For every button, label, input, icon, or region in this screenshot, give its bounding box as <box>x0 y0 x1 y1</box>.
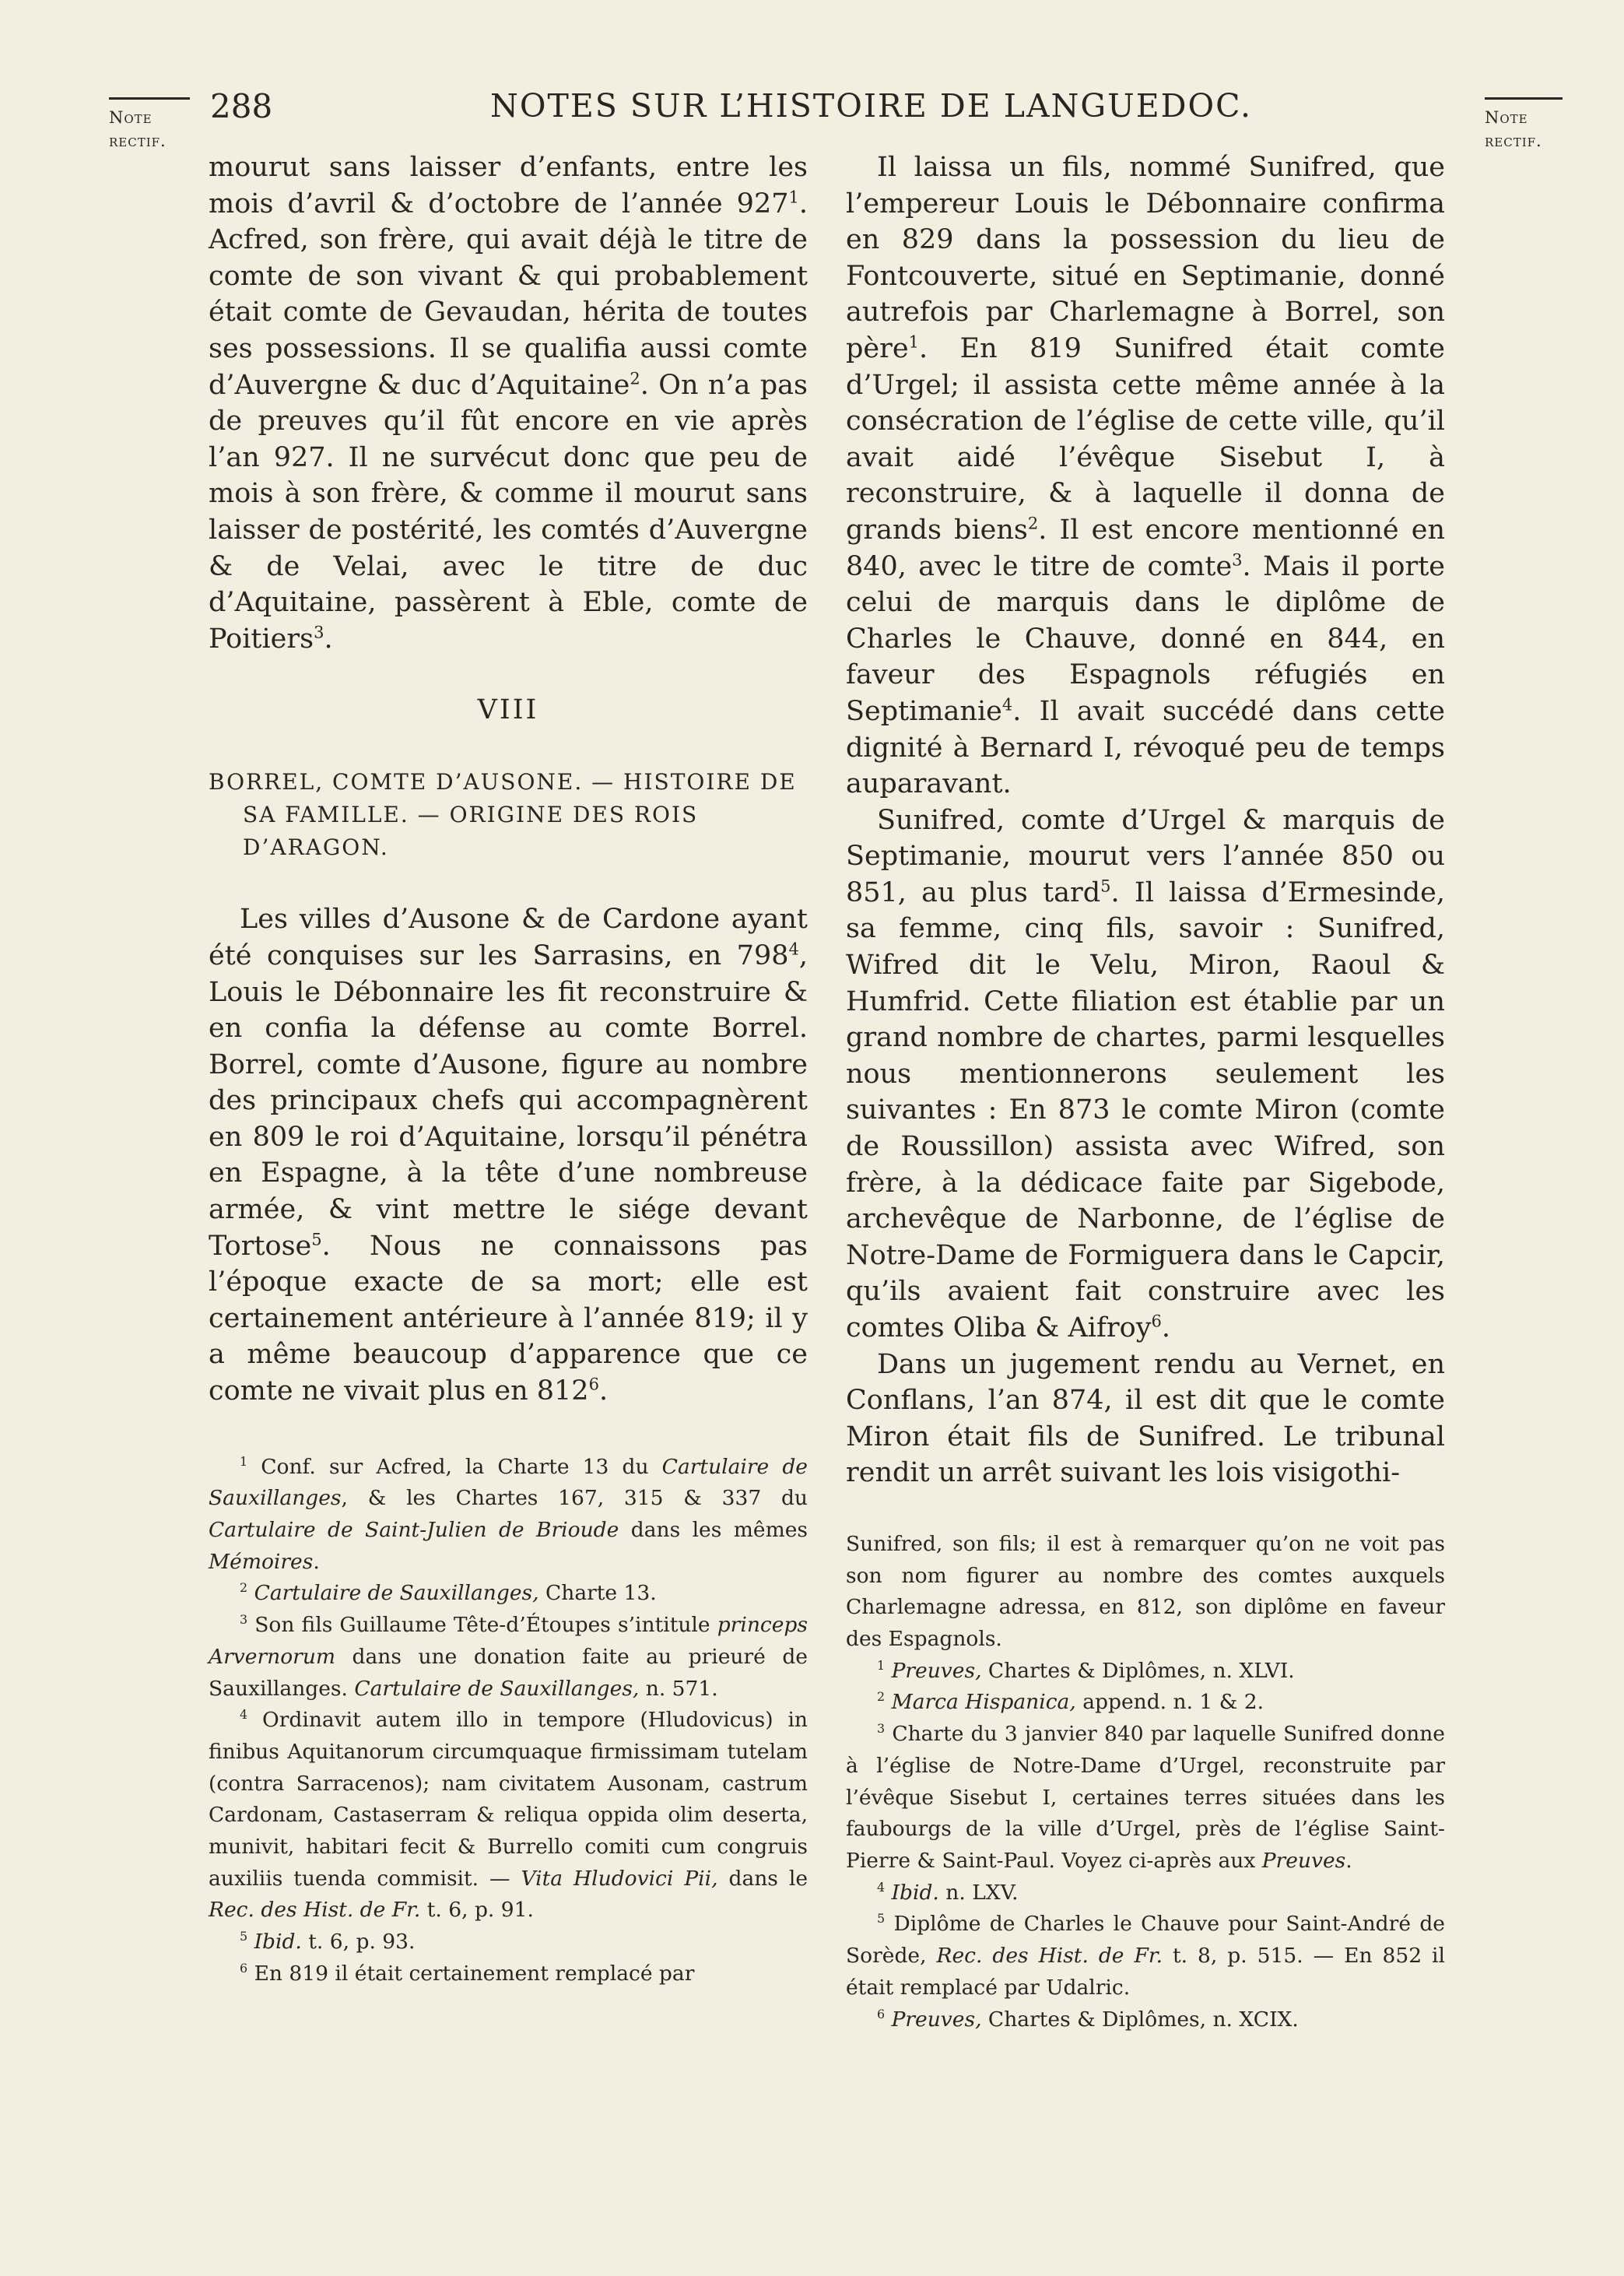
footnote-ref: 5 <box>311 1230 322 1249</box>
paragraph: mourut sans laisser d’enfants, entre les mois d’avril & d’octobre de l’année $927^1$. Acfred, son frère, qui avait déjà le titre de comte de son vivant & qui probablement était comte de Gevaudan, hérita de toutes ses possessions. Il se qualifia aussi comte d’Auvergne & duc d’Aquitaine$^2$. On n’a pas de preuves qu’il fût encore en vie après l’an 927. Il ne survécut donc que peu de mois à son frère, & comme il mourut sans laisser de postérité, les comtés d’Auvergne & de Velai, avec le titre de duc d’Aquitaine, passèrent à Eble, comte de Poitiers$^3$. <box>209 152 808 655</box>
footnote: $^5$ Diplôme de Charles le Chauve pour Saint-André de Sorède, Rec. des Hist. de Fr. t. 8, p. 515. — En 852 il était remplacé par Udalric. <box>846 1911 1446 2000</box>
footnote-ref: 4 <box>788 940 799 959</box>
page-number: 288 <box>210 87 273 125</box>
footnote-ref: 3 <box>314 623 324 642</box>
margin-rule <box>1485 97 1563 100</box>
footnote: $^3$ Charte du 3 janvier 840 par laquelle Sunifred donne à l’église de Notre-Dame d’Urgel, reconstruite par l’évêque Sisebut I, certaines terres situées dans les faubourgs de la ville d’Urgel, près de l’église Saint-Pierre & Saint-Paul. Voyez ci-après aux Preuves. <box>846 1721 1445 1873</box>
footnote-continuation: Sunifred, son fils; il est à remarquer qu’on ne voit pas son nom figurer au nombre des comtes auxquels Charlemagne adressa, en 812, son diplôme en faveur des Espagnols. <box>846 1531 1445 1652</box>
section-number: VIII <box>477 694 539 726</box>
footnote-ref: 1 <box>908 332 919 352</box>
footnote: $^1$ Conf. sur Acfred, la Charte 13 du Cartulaire de Sauxillanges, & les Chartes 167, 315 & 337 du Cartulaire de Saint-Julien de Brioude dans les mêmes Mémoires. <box>209 1453 808 1574</box>
paragraph: Les villes d’Ausone & de Cardone ayant été conquises sur les Sarrasins, en $798^4$, Louis le Débonnaire les fit reconstruire & en confia la défense au comte Borrel. Borrel, comte d’Ausone, figure au nombre des principaux chefs qui accompagnèrent en 809 le roi d’Aquitaine, lorsqu’il pénétra en Espagne, à la tête d’une nombreuse armée, & vint mettre le siége devant Tortose$^5$. Nous ne connaissons pas l’époque exacte de sa mort; elle est certainement antérieure à l’année 819; il y a même beaucoup d’apparence que ce comte ne vivait plus en $812^6$. <box>209 904 808 1407</box>
paragraph: Il laissa un fils, nommé Sunifred, que l’empereur Louis le Débonnaire confirma en 829 dans la possession du lieu de Fontcouverte, situé en Septimanie, donné autrefois par Charlemagne à Borrel, son père$^1$. En 819 Sunifred était comte d’Urgel; il assista cette même année à la consécration de l’église de cette ville, qu’il avait aidé l’évêque Sisebut I, à reconstruire, & à laquelle il donna de grands biens$^2$. Il est encore mentionné en 840, avec le titre de comte$^3$. Mais il porte celui de marquis dans le diplôme de Charles le Chauve, donné en 844, en faveur des Espagnols réfugiés en Septimanie$^4$. Il avait succédé dans cette dignité à Bernard I, révoqué peu de temps auparavant. <box>846 152 1445 800</box>
left-column <box>209 149 808 1990</box>
footnotes-left <box>209 1452 808 1990</box>
right-column <box>846 149 1445 2035</box>
margin-rule <box>109 97 190 100</box>
footnote: $^6$ En 819 il était certainement remplacé par <box>240 1961 695 1986</box>
margin-note-left <box>109 97 190 153</box>
running-head: NOTES SUR L’HISTOIRE DE LANGUEDOC. <box>490 87 1253 125</box>
footnote: $^4$ Ibid. n. LXV. <box>877 1879 1019 1905</box>
footnote-ref: 4 <box>1001 695 1013 715</box>
footnote-ref: 3 <box>1232 550 1243 569</box>
footnote: $^6$ Preuves, Chartes & Diplômes, n. XCIX. <box>877 2006 1299 2032</box>
footnote-ref: 6 <box>588 1375 599 1394</box>
footnote: $^1$ Preuves, Chartes & Diplômes, n. XLVI. <box>877 1657 1295 1683</box>
footnote-ref: 5 <box>1100 876 1111 896</box>
margin-note-text: Note rectif. <box>1485 108 1542 150</box>
footnote: $^5$ Ibid. t. 6, p. 93. <box>240 1929 416 1955</box>
footnote: $^4$ Ordinavit autem illo in tempore (Hludovicus) in finibus Aquitanorum circumquaque firmissimam tutelam (contra Sarracenos); nam civitatem Ausonam, castrum Cardonam, Castaserram & reliqua oppida olim deserta, munivit, habitari fecit & Burrello comiti cum congruis auxiliis tuenda commisit. — Vita Hludovici Pii, dans le Rec. des Hist. de Fr. t. 6, p. 91. <box>209 1707 808 1923</box>
footnote-ref: 6 <box>1151 1312 1162 1331</box>
margin-note-text: Note rectif. <box>109 108 167 150</box>
footnote-ref: 2 <box>1027 514 1039 533</box>
footnote: $^2$ Cartulaire de Sauxillanges, Charte 13. <box>240 1580 657 1606</box>
footnote-ref: 1 <box>788 187 799 206</box>
footnote: $^3$ Son fils Guillaume Tête-d’Étoupes s’intitule princeps Arvernorum dans une donation faite au prieuré de Sauxillanges. Cartulaire de Sauxillanges, n. 571. <box>209 1612 808 1701</box>
paragraph: Sunifred, comte d’Urgel & marquis de Septimanie, mourut vers l’année 850 ou 851, au plus tard$^5$. Il laissa d’Ermesinde, sa femme, cinq fils, savoir : Sunifred, Wifred dit le Velu, Miron, Raoul & Humfrid. Cette filiation est établie par un grand nombre de chartes, parmi lesquelles nous mentionnerons seulement les suivantes : En 873 le comte Miron (comte de Roussillon) assista avec Wifred, son frère, à la dédicace faite par Sigebode, archevêque de Narbonne, de l’église de Notre-Dame de Formiguera dans le Capcir, qu’ils avaient fait construire avec les comtes Oliba & Aifroy$^6$. <box>846 804 1446 1343</box>
paragraph: Dans un jugement rendu au Vernet, en Conflans, l’an 874, il est dit que le comte Miron était fils de Sunifred. Le tribunal rendit un arrêt suivant les lois visigothi- <box>846 1348 1445 1489</box>
margin-note-right <box>1485 97 1563 153</box>
section-heading: BORREL, COMTE D’AUSONE. — HISTOIRE DE SA FAMILLE. — ORIGINE DES ROIS D’ARAGON. <box>209 769 797 861</box>
footnote-ref: 2 <box>630 368 640 388</box>
footnotes-right <box>846 1529 1445 2035</box>
footnote: $^2$ Marca Hispanica, append. n. 1 & 2. <box>877 1689 1264 1715</box>
